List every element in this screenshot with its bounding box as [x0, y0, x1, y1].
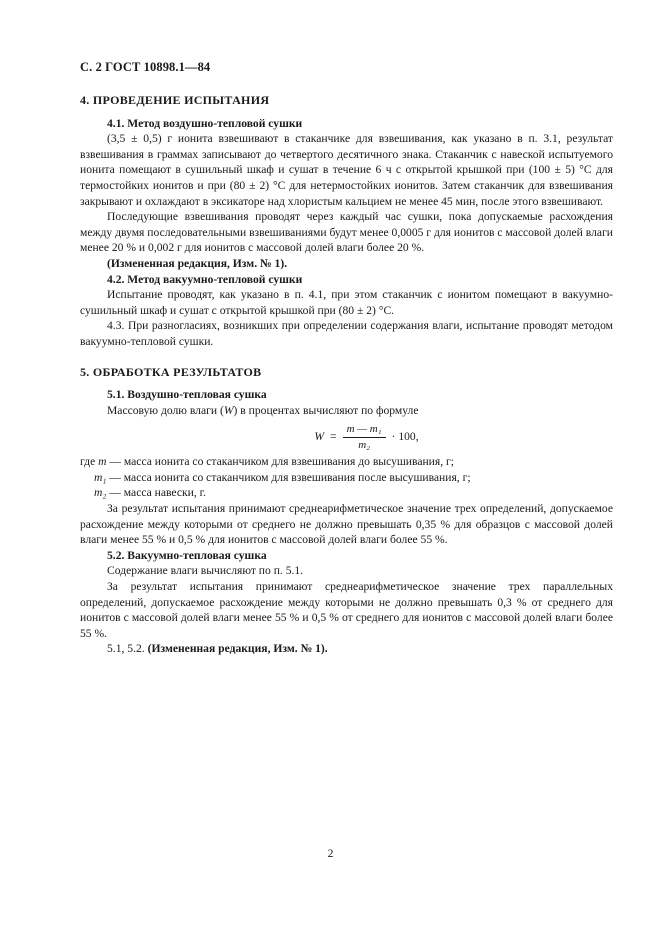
paragraph-5-1-intro	[80, 403, 613, 419]
def-text-m1: — масса ионита со стаканчиком для взвешивания после высушивания, г;	[106, 470, 471, 484]
def-var-m2: m₂	[94, 486, 107, 500]
def-prefix: где	[80, 455, 99, 469]
variable-definitions	[80, 454, 613, 501]
definition-m2	[80, 485, 613, 501]
formula-eq: =	[330, 430, 337, 444]
formula-lhs: W	[314, 430, 325, 444]
subsection-4-2-title: 4.2. Метод вакуумно-тепловой сушки	[107, 272, 303, 286]
intro-text-b: ) в процентах вычисляют по формуле	[233, 403, 419, 417]
paragraph-5-2-1: Содержание влаги вычисляют по п. 5.1.	[107, 564, 304, 578]
formula-denominator: m₂	[358, 438, 370, 451]
subsection-5-1-title: 5.1. Воздушно-тепловая сушка	[107, 388, 267, 402]
page-header: С. 2 ГОСТ 10898.1—84	[80, 60, 211, 74]
page-number: 2	[327, 847, 334, 860]
paragraph-5-2-2: За результат испытания принимают среднеарифметическое значение трех параллельных определений, допускаемое расхождение между которыми не должно превышать 0,3 % от среднего для ионитов с массовой долей влаги менее 55 % и 0,5 % от среднего для ионитов с массовой долей влаги более 55 %.	[80, 580, 613, 640]
intro-var-w: W	[223, 403, 234, 417]
subsection-4-1-title: 4.1. Метод воздушно-тепловой сушки	[107, 116, 303, 130]
amend-prefix: 5.1, 5.2.	[107, 642, 148, 656]
formula-numerator: m — m₁	[343, 423, 386, 438]
definition-m1	[80, 470, 613, 486]
paragraph-5-1-2: За результат испытания принимают среднеарифметическое значение трех определений, допускаемое расхождение между которыми от среднего не должно превышать 0,35 % для образцов с массовой долей влаги менее 55 % и 0,5 % для ионитов с массовой долей влаги более 55 %.	[80, 502, 613, 547]
amendment-note-4-1: (Измененная редакция, Изм. № 1).	[107, 256, 288, 270]
paragraph-4-1-1: (3,5 ± 0,5) г ионита взвешивают в стаканчике для взвешивания, как указано в п. 3.1, результат взвешивания в граммах записывают до четвертого десятичного знака. Стаканчик с навеской испытуемого ионита помещают в сушильный шкаф и сушат в течение 6 ч с открытой крышкой при (100 ± 5) °С для термостойких ионитов и при (80 ± 2) °С для нетермостойких ионитов. Затем стаканчик для взвешивания закрывают и охлаждают в эксикаторе над хлористым кальцием не менее 45 мин, после этого взвешивают.	[80, 132, 613, 208]
def-var-m1: m₁	[94, 470, 107, 484]
paragraph-4-1-2: Последующие взвешивания проводят через каждый час сушки, пока допускаемые расхождения между двумя последовательными взвешиваниями будут менее 0,0005 г для ионитов с массовой долей влаги менее 20 % и 0,002 г для ионитов с массовой долей влаги более 20 %.	[80, 210, 613, 255]
page-content	[80, 93, 613, 657]
subsection-5-2-title: 5.2. Вакуумно-тепловая сушка	[107, 548, 267, 562]
paragraph-4-2-1: Испытание проводят, как указано в п. 4.1, при этом стаканчик с ионитом помещают в вакуумно-сушильный шкаф и сушат с открытой крышкой при (80 ± 2) °С.	[80, 288, 613, 317]
formula-rhs: · 100,	[391, 430, 419, 444]
def-text-m2: — масса навески, г.	[106, 486, 206, 500]
amend-text: (Измененная редакция, Изм. № 1).	[147, 642, 328, 656]
definition-m	[80, 454, 613, 470]
section-5-title: 5. ОБРАБОТКА РЕЗУЛЬТАТОВ	[80, 364, 262, 379]
formula-fraction	[343, 423, 386, 452]
intro-text-a: Массовую долю влаги (	[107, 403, 224, 417]
paragraph-4-3: 4.3. При разногласиях, возникших при определении содержания влаги, испытание проводят методом вакуумно-тепловой сушки.	[80, 319, 613, 348]
amendment-note-5	[80, 641, 613, 657]
def-text-m: — масса ионита со стаканчиком для взвешивания до высушивания, г;	[106, 455, 454, 469]
section-4-title: 4. ПРОВЕДЕНИЕ ИСПЫТАНИЯ	[80, 93, 270, 107]
moisture-formula	[80, 422, 613, 452]
def-var-m: m	[98, 455, 107, 469]
